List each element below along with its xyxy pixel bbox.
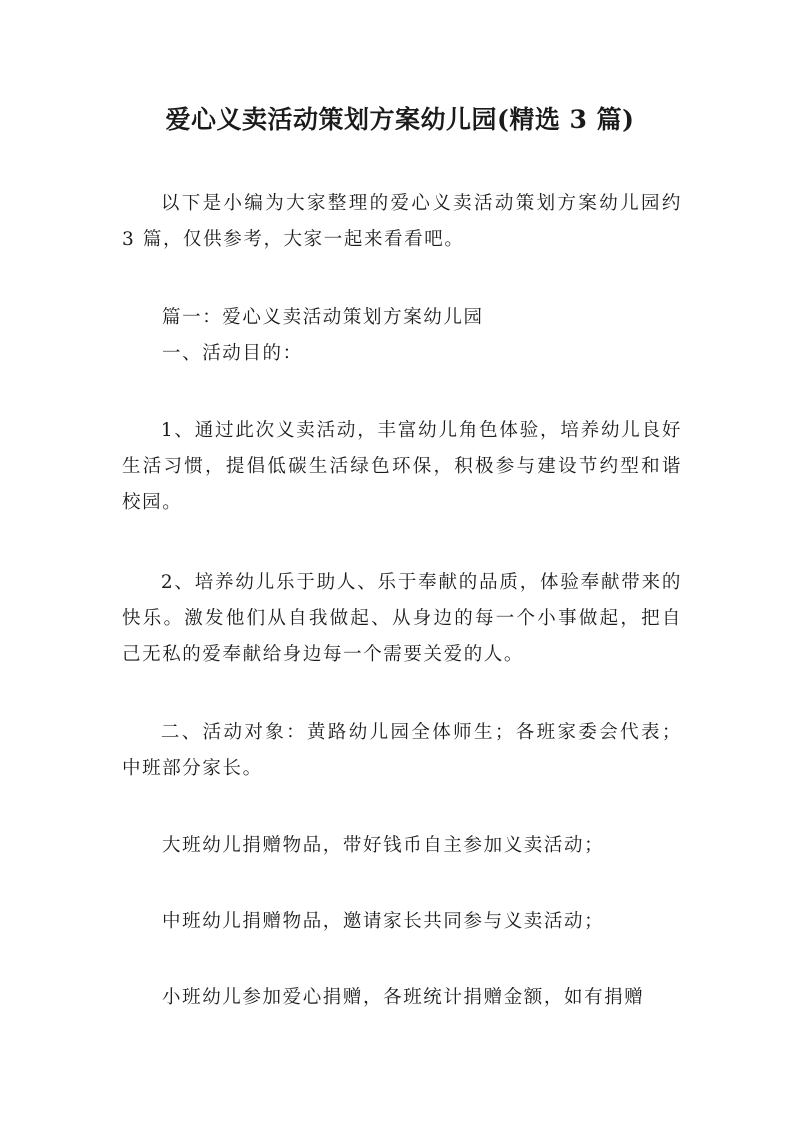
purpose-paragraph-1: 1、通过此次义卖活动，丰富幼儿角色体验，培养幼儿良好生活习惯，提倡低碳生活绿色环保，积极参与建设节约型和谐校园。 (122, 420, 682, 513)
section-title: 篇一：爱心义卖活动策划方案幼儿园 (162, 307, 484, 328)
item-big-class: 大班幼儿捐赠物品，带好钱币自主参加义卖活动； (162, 835, 605, 856)
intro-paragraph: 以下是小编为大家整理的爱心义卖活动策划方案幼儿园约 3 篇，仅供参考，大家一起来看看吧。 (122, 193, 682, 250)
item-small-class: 小班幼儿参加爱心捐赠，各班统计捐赠金额，如有捐赠 (162, 987, 645, 1008)
item-middle-class: 中班幼儿捐赠物品，邀请家长共同参与义卖活动； (162, 911, 605, 932)
heading-activity-purpose: 一、活动目的： (162, 343, 303, 364)
heading-activity-target: 二、活动对象：黄路幼儿园全体师生；各班家委会代表；中班部分家长。 (122, 722, 682, 779)
document-title: 爱心义卖活动策划方案幼儿园(精选 3 篇) (165, 105, 635, 134)
purpose-paragraph-2: 2、培养幼儿乐于助人、乐于奉献的品质，体验奉献带来的快乐。激发他们从自我做起、从身边的每一个小事做起，把自己无私的爱奉献给身边每一个需要关爱的人。 (122, 572, 682, 665)
